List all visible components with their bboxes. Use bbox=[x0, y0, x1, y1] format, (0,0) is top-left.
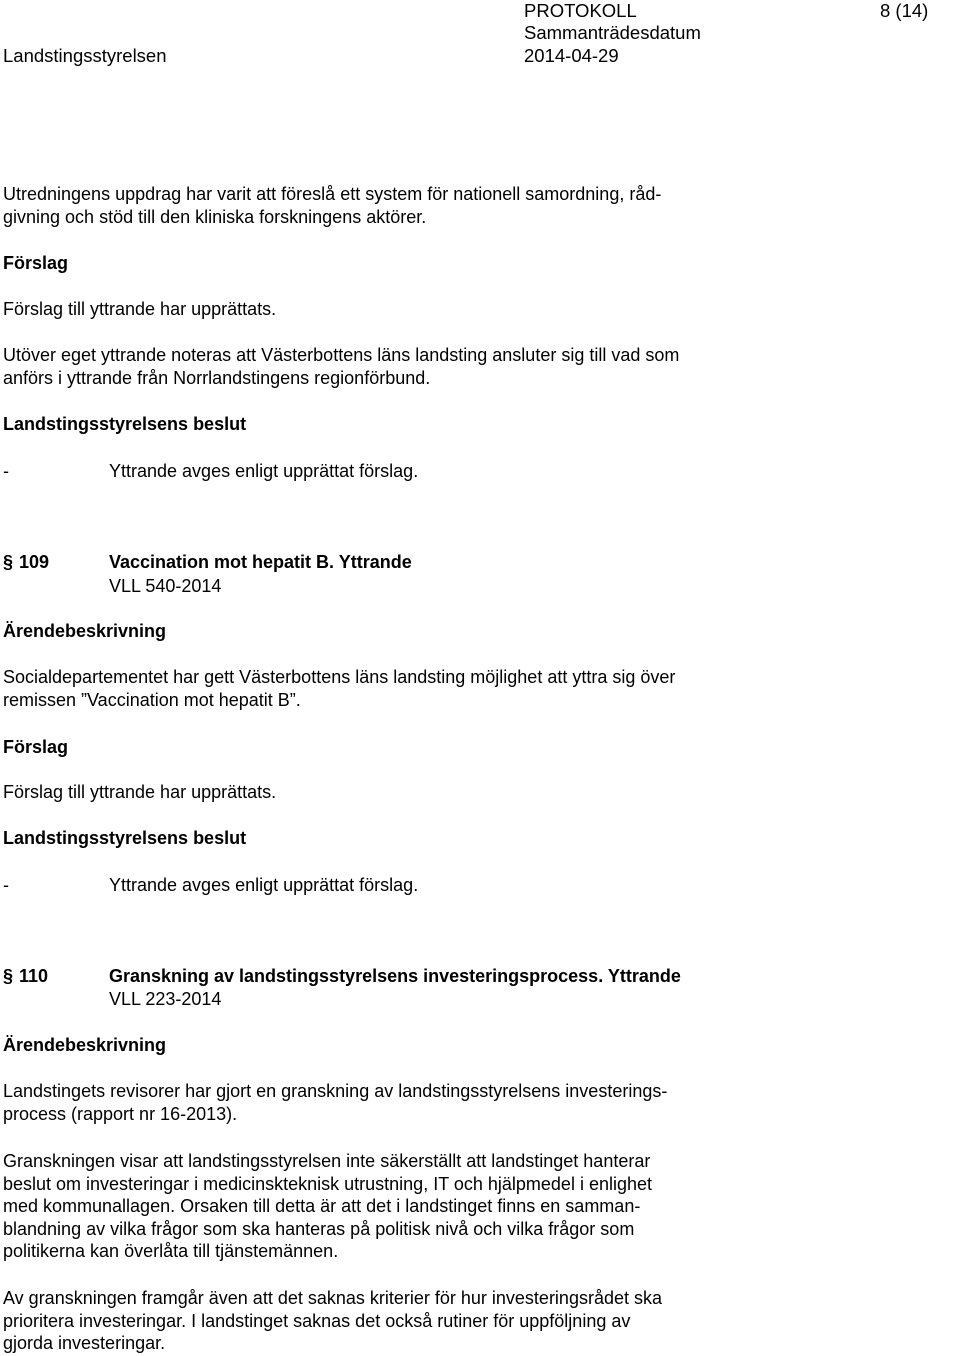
section-109-forslag-text: Förslag till yttrande har upprättats. bbox=[3, 782, 277, 802]
section-109-sign: § bbox=[3, 552, 14, 572]
header-date: 2014-04-29 bbox=[524, 45, 619, 66]
header-date-label: Sammanträdesdatum bbox=[524, 22, 701, 43]
intro-forslag-heading: Förslag bbox=[3, 253, 69, 273]
intro-note-paragraph bbox=[3, 344, 953, 389]
header-doc-type: PROTOKOLL bbox=[524, 0, 637, 21]
section-110-title: Granskning av landstingsstyrelsens investeringsprocess. Yttrande bbox=[109, 966, 681, 986]
section-110-number: 110 bbox=[19, 966, 49, 986]
section-110-arende-line: Landstingets revisorer har gjort en granskning av landstingsstyrelsens investerings- bbox=[3, 1081, 668, 1101]
intro-line: givning och stöd till den kliniska forskningens aktörer. bbox=[3, 206, 427, 227]
section-110-criteria-paragraph bbox=[3, 1287, 953, 1355]
section-110-findings-line: med kommunallagen. Orsaken till detta är att det i landstinget finns en samman- bbox=[3, 1196, 641, 1216]
section-109-ref: VLL 540-2014 bbox=[109, 576, 222, 596]
intro-note-line: Utöver eget yttrande noteras att Västerbottens läns landsting ansluter sig till vad som bbox=[3, 345, 680, 365]
section-109-forslag-heading: Förslag bbox=[3, 737, 69, 757]
section-110-arende-paragraph bbox=[3, 1080, 953, 1125]
intro-beslut-heading: Landstingsstyrelsens beslut bbox=[3, 414, 247, 434]
header-page-number: 8 (14) bbox=[880, 0, 929, 21]
section-109-arende-heading: Ärendebeskrivning bbox=[3, 621, 167, 641]
intro-beslut-text: Yttrande avges enligt upprättat förslag. bbox=[109, 461, 419, 481]
header-org: Landstingsstyrelsen bbox=[3, 45, 167, 66]
section-110-criteria-line: gjorda investeringar. bbox=[3, 1333, 166, 1353]
intro-paragraph bbox=[3, 183, 953, 228]
section-110-ref: VLL 223-2014 bbox=[109, 989, 222, 1009]
section-110-criteria-line: prioritera investeringar. I landstinget saknas det också rutiner för uppföljning av bbox=[3, 1310, 631, 1331]
intro-note-line: anförs i yttrande från Norrlandstingens regionförbund. bbox=[3, 367, 431, 388]
section-109-beslut-dash: - bbox=[3, 875, 9, 895]
section-110-criteria-line: Av granskningen framgår även att det saknas kriterier för hur investeringsrådet ska bbox=[3, 1288, 662, 1308]
section-109-arende-line: Socialdepartementet har gett Västerbottens läns landsting möjlighet att yttra sig över bbox=[3, 667, 676, 687]
section-109-title: Vaccination mot hepatit B. Yttrande bbox=[109, 552, 412, 572]
section-110-arende-line: process (rapport nr 16-2013). bbox=[3, 1103, 238, 1124]
section-110-findings-line: politikerna kan överlåta till tjänstemännen. bbox=[3, 1241, 339, 1261]
section-109-arende-line: remissen ”Vaccination mot hepatit B”. bbox=[3, 689, 301, 710]
section-109-arende-paragraph bbox=[3, 666, 953, 711]
intro-line: Utredningens uppdrag har varit att föreslå ett system för nationell samordning, råd- bbox=[3, 184, 662, 204]
intro-forslag-text: Förslag till yttrande har upprättats. bbox=[3, 299, 277, 319]
section-110-findings-paragraph bbox=[3, 1150, 953, 1263]
section-109-beslut-heading: Landstingsstyrelsens beslut bbox=[3, 828, 247, 848]
section-110-findings-line: beslut om investeringar i medicinskteknisk utrustning, IT och hjälpmedel i enlighet bbox=[3, 1173, 652, 1194]
section-110-findings-line: Granskningen visar att landstingsstyrelsen inte säkerställt att landstinget hanterar bbox=[3, 1151, 651, 1171]
section-110-sign: § bbox=[3, 966, 14, 986]
section-109-beslut-text: Yttrande avges enligt upprättat förslag. bbox=[109, 875, 419, 895]
intro-beslut-dash: - bbox=[3, 461, 9, 481]
section-110-arende-heading: Ärendebeskrivning bbox=[3, 1035, 167, 1055]
section-110-findings-line: blandning av vilka frågor som ska hanteras på politisk nivå och vilka frågor som bbox=[3, 1218, 635, 1239]
section-109-number: 109 bbox=[19, 552, 50, 572]
